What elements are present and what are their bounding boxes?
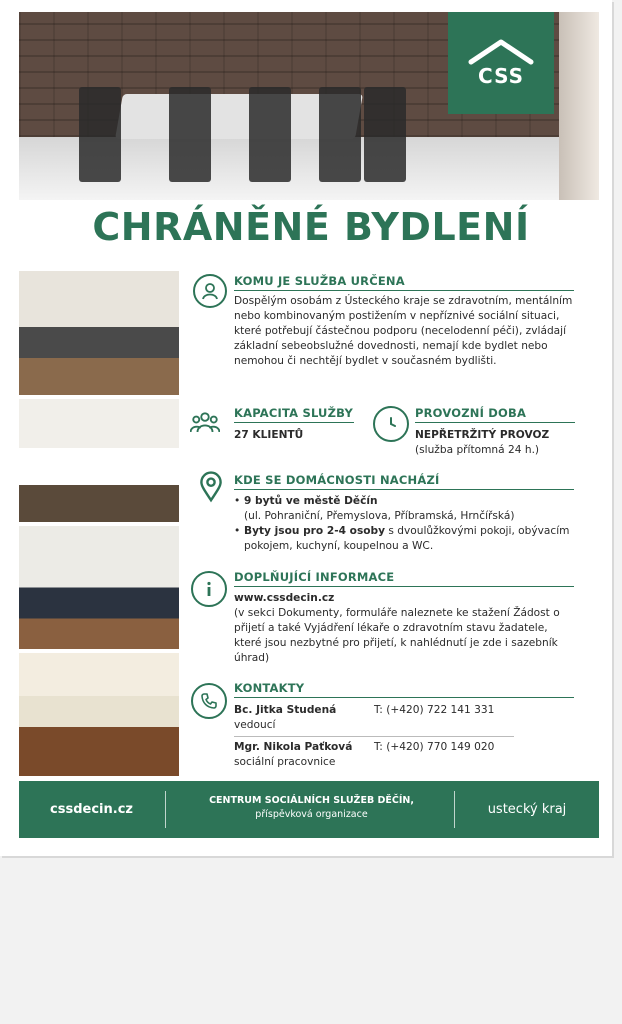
photo-lounge <box>19 526 179 649</box>
section-title-provoz: PROVOZNÍ DOBA <box>415 406 575 423</box>
info-text: (v sekci Dokumenty, formuláře naleznete ke stažení Žádost o přijetí a také Vyjádření lékaře o zdravotním stavu žadatele, které jsou nezbytné pro přijetí, k nahlédnutí je zde i sazebník úhrad) <box>234 607 560 664</box>
kde-list <box>234 494 576 554</box>
provoz-note: (služba přítomná 24 h.) <box>415 444 540 456</box>
section-title-kde: KDE SE DOMÁCNOSTI NACHÁZÍ <box>234 473 574 490</box>
info-url[interactable]: www.cssdecin.cz <box>234 592 335 604</box>
contact-phone[interactable]: T: (+420) 722 141 331 <box>374 704 495 716</box>
contact-phone[interactable]: T: (+420) 770 149 020 <box>374 741 495 753</box>
contacts-list <box>234 703 576 777</box>
contact-name: Bc. Jitka Studená <box>234 704 337 716</box>
list-item: • Byty jsou pro 2-4 osoby s dvoulůžkovými pokoji, obývacím pokojem, kuchyní, koupelnou a WC. <box>234 524 576 554</box>
css-logo <box>448 12 554 114</box>
divider <box>165 791 166 828</box>
footer-website[interactable]: cssdecin.cz <box>50 802 133 817</box>
section-title-info: DOPLŇUJÍCÍ INFORMACE <box>234 570 574 587</box>
contact-row <box>234 703 576 740</box>
divider <box>234 736 514 737</box>
photo-kitchen <box>19 653 179 776</box>
list-item: • 9 bytů ve městě Děčín (ul. Pohraniční, Přemyslova, Příbramská, Hrnčířská) <box>234 494 576 524</box>
section-title-kapacita: KAPACITA SLUŽBY <box>234 406 354 423</box>
roof-icon <box>468 38 534 66</box>
komu-text: Dospělým osobám z Ústeckého kraje se zdravotním, mentálním nebo kombinovaným postižením v nepříznivé sociální situaci, které potřebují částečnou podporu (necelodenní péči), zvládají základní sebeobslužné dovednosti, nemají kde bydlet nebo nemohou či nechtějí bydlet v současném bydlišti. <box>234 295 573 367</box>
contact-name: Mgr. Nikola Paťková <box>234 741 353 753</box>
footer-organization: CENTRUM SOCIÁLNÍCH SLUŽEB DĚČÍN, příspěvková organizace <box>209 795 414 820</box>
kapacita-value: 27 KLIENTŮ <box>234 429 304 441</box>
section-title-kontakty: KONTAKTY <box>234 681 574 698</box>
phone-icon <box>191 683 227 719</box>
footer-region-logo: ustecký kraj <box>487 802 567 817</box>
info-block <box>234 591 576 666</box>
person-icon <box>193 274 227 308</box>
group-icon <box>190 407 220 437</box>
location-pin-icon <box>196 472 226 502</box>
contact-role: sociální pracovnice <box>234 756 336 768</box>
logo-text: CSS <box>478 64 524 88</box>
photo-living-room <box>19 271 179 395</box>
contact-row <box>234 740 576 777</box>
page-title: CHRÁNĚNÉ BYDLENÍ <box>92 205 530 249</box>
photo-dining-room <box>19 399 179 522</box>
section-title-komu: KOMU JE SLUŽBA URČENA <box>234 274 574 291</box>
info-icon <box>191 571 227 607</box>
provoz-value: NEPŘETRŽITÝ PROVOZ <box>415 429 550 441</box>
contact-role: vedoucí <box>234 719 276 731</box>
footer-bar <box>19 781 599 838</box>
clock-icon <box>373 406 409 442</box>
